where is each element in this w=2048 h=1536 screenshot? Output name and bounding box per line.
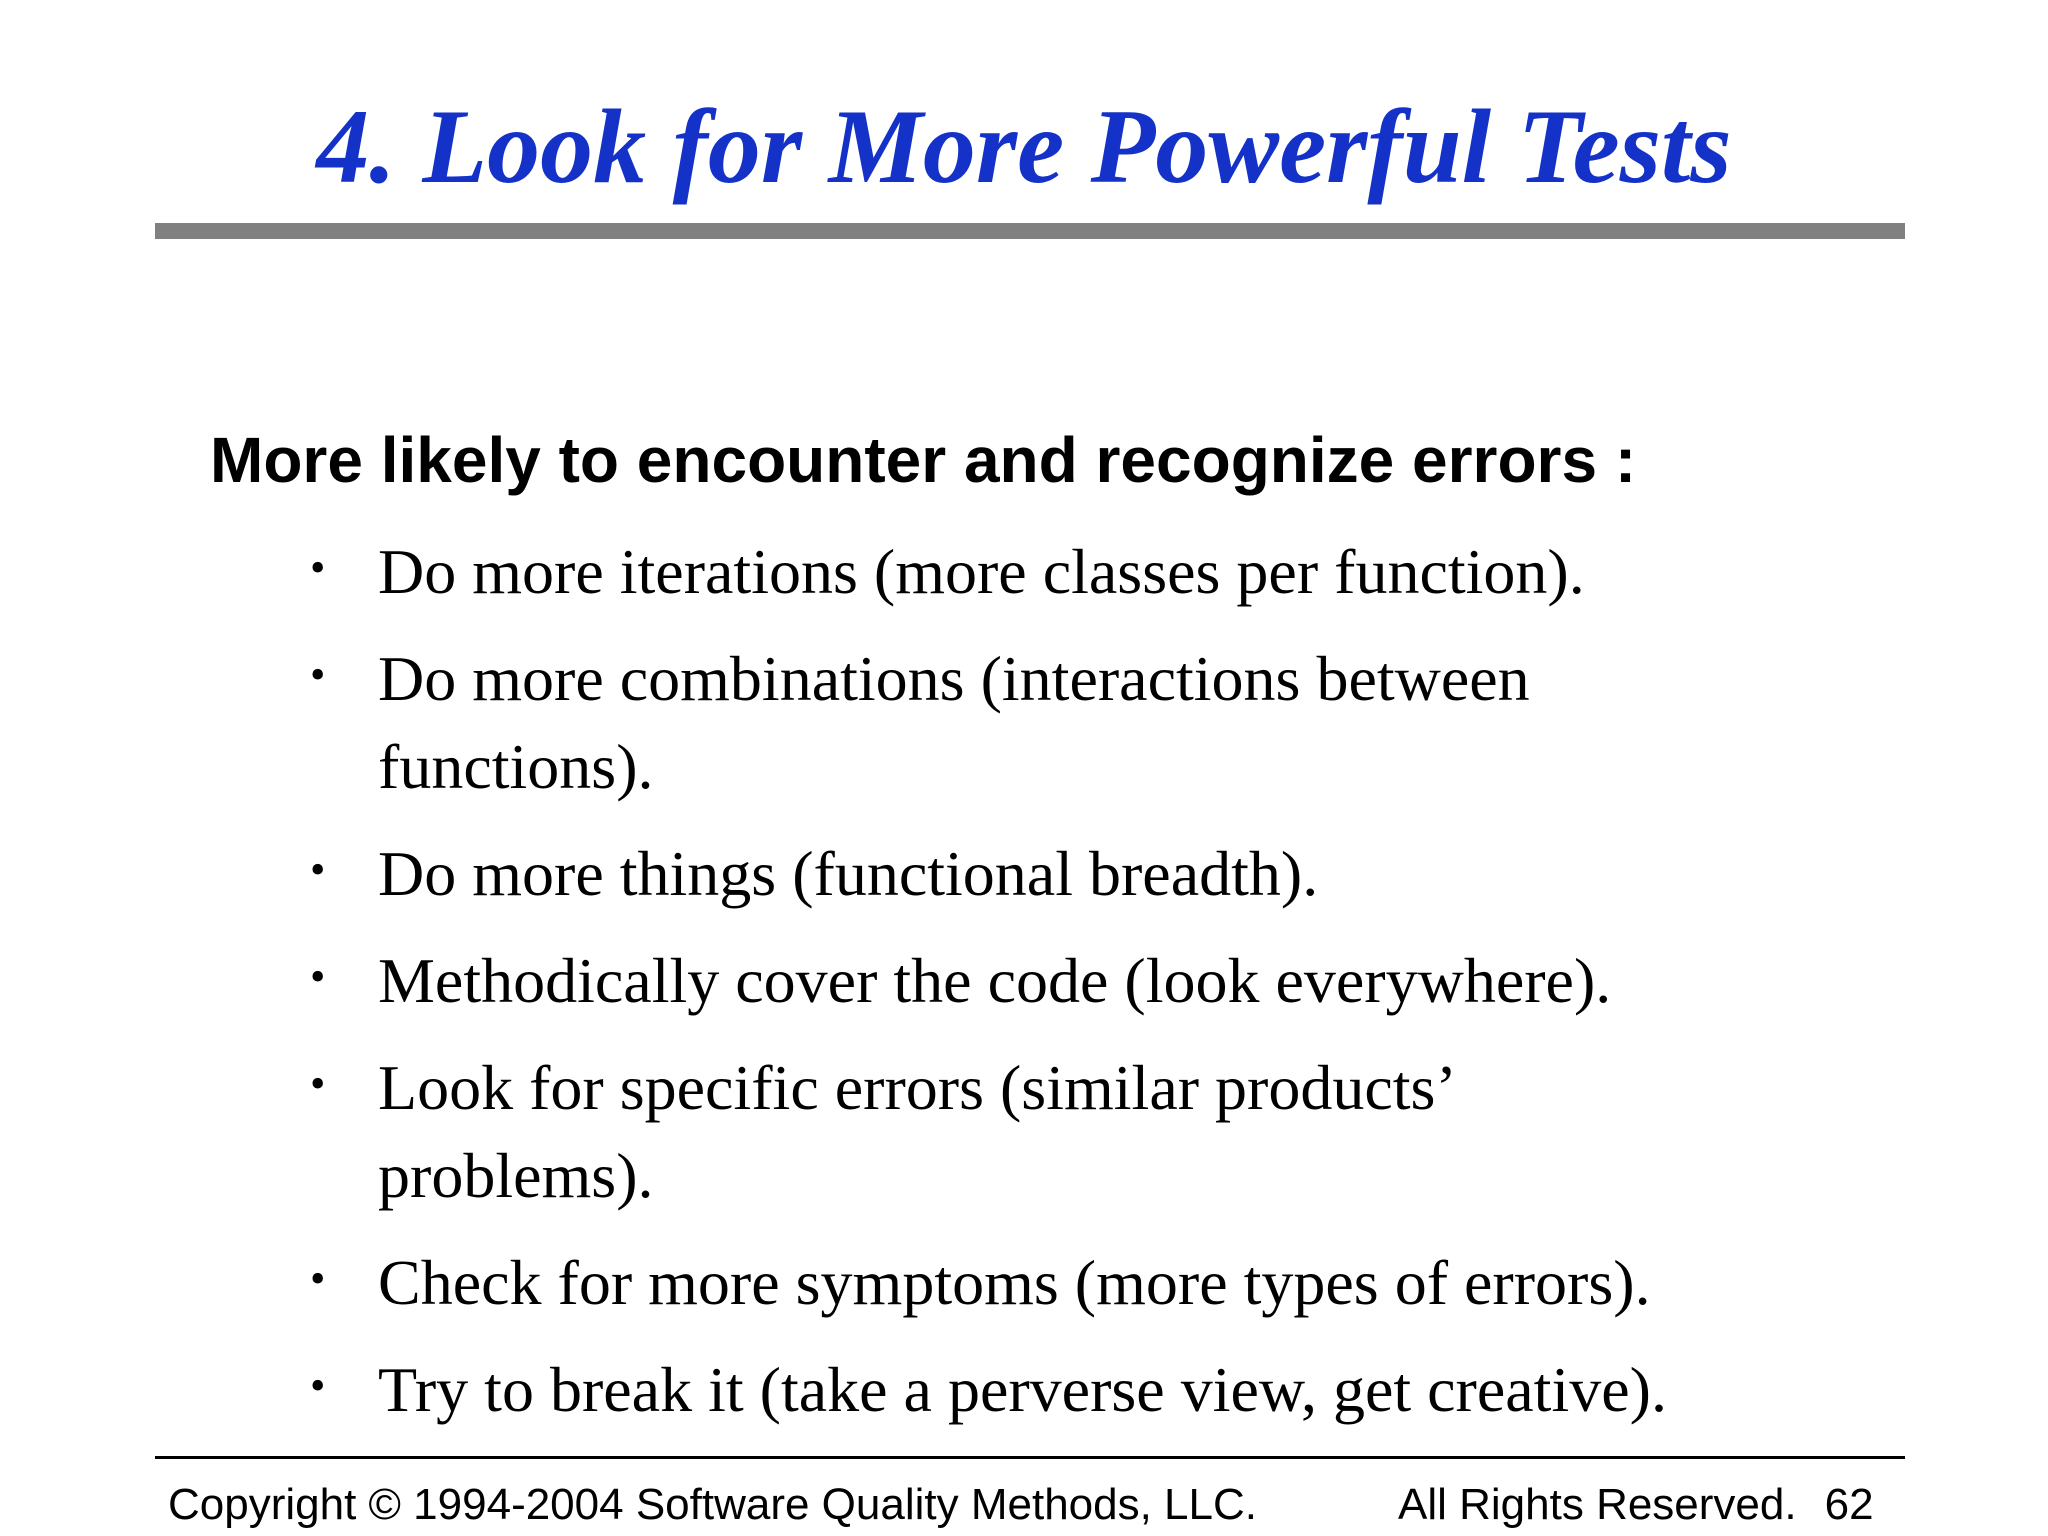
bullet-item xyxy=(310,1044,1910,1220)
slide-title: 4. Look for More Powerful Tests xyxy=(316,88,1732,205)
bullet-text: Do more iterations (more classes per function). xyxy=(378,536,1585,607)
bullet-item xyxy=(310,830,1910,918)
bullet-icon: • xyxy=(310,1254,326,1303)
slide-subheading: More likely to encounter and recognize errors : xyxy=(210,424,1637,496)
footer-rights xyxy=(1398,1478,1874,1532)
title-divider xyxy=(155,223,1905,239)
bullet-icon: • xyxy=(310,845,326,894)
page-number: 62 xyxy=(1824,1480,1874,1529)
bullet-icon: • xyxy=(310,1059,326,1108)
footer-divider xyxy=(155,1456,1905,1459)
bullet-icon: • xyxy=(310,543,326,592)
bullet-text: Do more things (functional breadth). xyxy=(378,838,1319,909)
bullet-text: Try to break it (take a perverse view, get creative). xyxy=(378,1354,1667,1425)
bullet-item xyxy=(310,528,1910,616)
footer-rights-text: All Rights Reserved. xyxy=(1398,1480,1797,1529)
bullet-text: Check for more symptoms (more types of errors). xyxy=(378,1247,1651,1318)
bullet-item xyxy=(310,937,1910,1025)
bullet-icon: • xyxy=(310,1361,326,1410)
bullet-icon: • xyxy=(310,650,326,699)
bullet-item xyxy=(310,635,1910,811)
bullet-icon: • xyxy=(310,952,326,1001)
bullet-text: Do more combinations (interactions between functions). xyxy=(378,643,1530,802)
bullet-item xyxy=(310,1239,1910,1327)
bullet-text: Methodically cover the code (look everywhere). xyxy=(378,945,1612,1016)
footer-copyright: Copyright © 1994-2004 Software Quality Methods, LLC. xyxy=(168,1480,1257,1529)
bullet-item xyxy=(310,1346,1910,1434)
bullet-text: Look for specific errors (similar products’ problems). xyxy=(378,1052,1452,1211)
bullet-list xyxy=(310,528,1910,1453)
